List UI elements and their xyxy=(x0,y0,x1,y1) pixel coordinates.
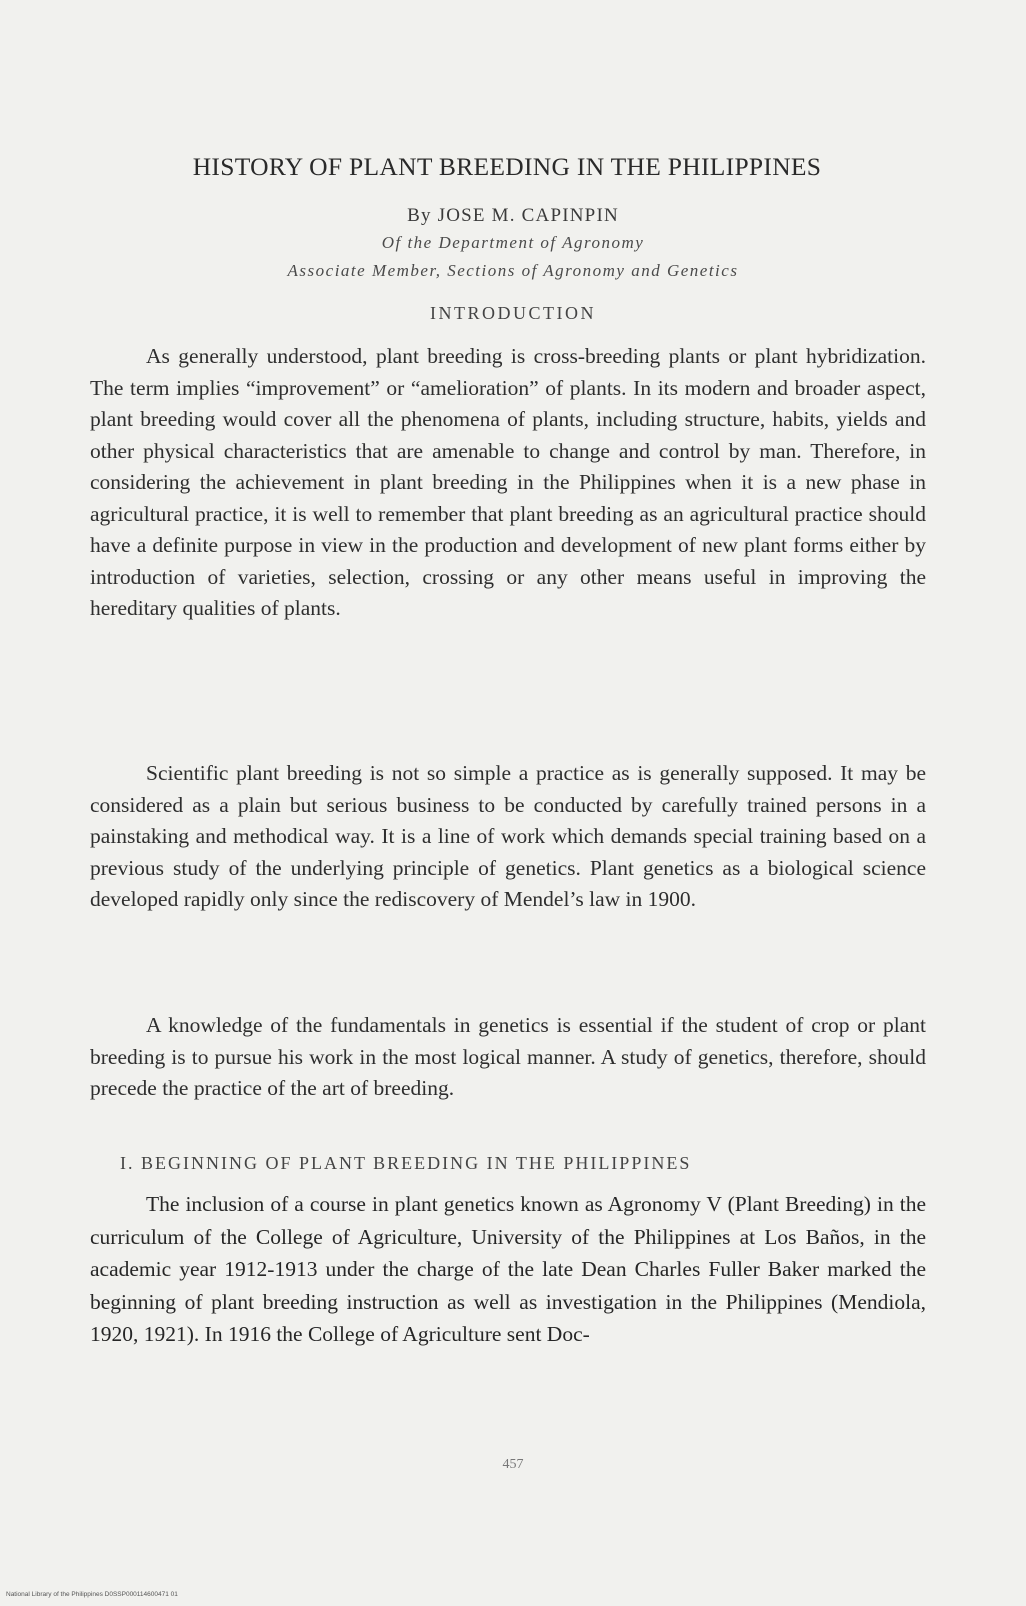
paragraph-text: Scientific plant breeding is not so simple a practice as is generally supposed. It may be considered as a plain but serious business to be conducted by carefully trained persons in a painstaking and methodical way. It is a line of work which demands special training based on a previous study of the underlying principle of genetics. Plant genetics as a biological science developed rapidly only since the rediscovery of Mendel’s law in 1900. xyxy=(90,761,926,911)
introduction-paragraph-1 xyxy=(90,341,926,625)
introduction-paragraph-2 xyxy=(90,758,926,916)
author-department: Of the Department of Agronomy xyxy=(381,233,645,252)
page-number: 457 xyxy=(502,1457,524,1472)
scan-credit: National Library of the Philippines D0SSP000114600471 01 xyxy=(6,1591,178,1598)
article-title: HISTORY OF PLANT BREEDING IN THE PHILIPPINES xyxy=(192,152,822,181)
paragraph-text: As generally understood, plant breeding is cross-breeding plants or plant hybridization. The term implies “improvement” or “amelioration” of plants. In its modern and broader aspect, plant breeding would cover all the phenomena of plants, including structure, habits, yields and other physical characteristics that are amenable to change and control by man. Therefore, in considering the achievement in plant breeding in the Philippines when it is a new phase in agricultural practice, it is well to remember that plant breeding as an agricultural practice should have a definite purpose in view in the production and development of new plant forms either by introduction of varieties, selection, crossing or any other means useful in improving the hereditary qualities of plants. xyxy=(90,344,926,620)
section-one-heading: I. BEGINNING OF PLANT BREEDING IN THE PHILIPPINES xyxy=(120,1153,692,1173)
author-byline: By JOSE M. CAPINPIN xyxy=(407,205,619,226)
paragraph-text: A knowledge of the fundamentals in genetics is essential if the student of crop or plant breeding is to pursue his work in the most logical manner. A study of genetics, therefore, should precede the practice of the art of breeding. xyxy=(90,1013,926,1100)
section-one-paragraph xyxy=(90,1188,926,1351)
author-association: Associate Member, Sections of Agronomy and Genetics xyxy=(287,261,739,280)
introduction-paragraph-3 xyxy=(90,1010,926,1105)
introduction-heading: INTRODUCTION xyxy=(430,303,596,323)
paragraph-text: The inclusion of a course in plant genetics known as Agronomy V (Plant Breeding) in the curriculum of the College of Agriculture, University of the Philippines at Los Baños, in the academic year 1912-1913 under the charge of the late Dean Charles Fuller Baker marked the beginning of plant breeding instruction as well as investigation in the Philippines (Mendiola, 1920, 1921). In 1916 the College of Agriculture sent Doc- xyxy=(90,1192,926,1346)
